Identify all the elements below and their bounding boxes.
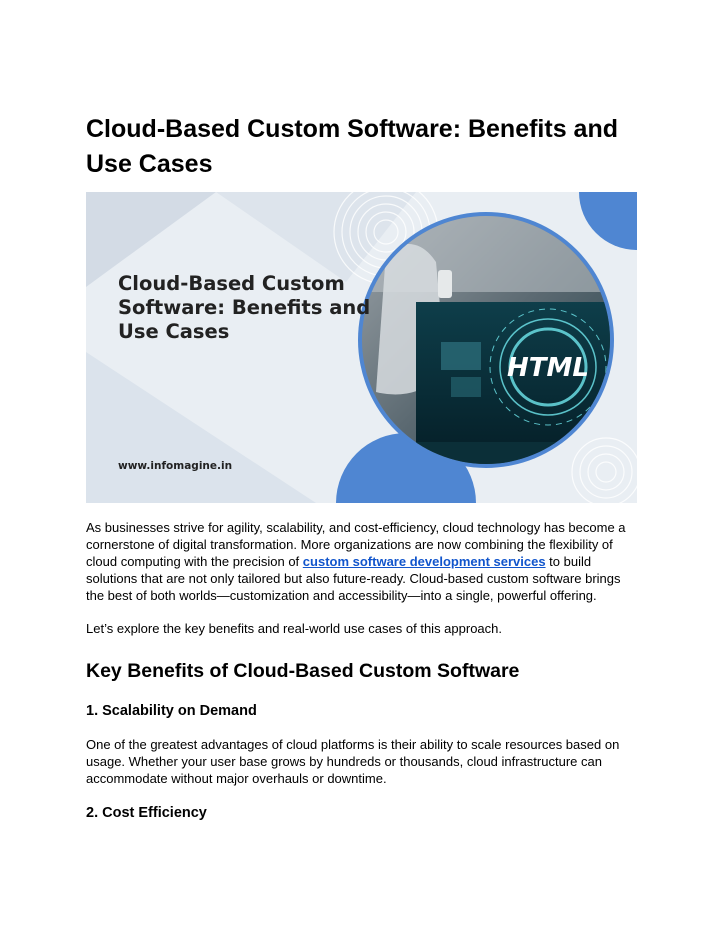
section-heading: Key Benefits of Cloud-Based Custom Software	[86, 660, 520, 682]
explore-paragraph: Let’s explore the key benefits and real-world use cases of this approach.	[86, 621, 502, 636]
html-screen-label: HTML	[507, 353, 589, 383]
hero-website: www.infomagine.in	[118, 460, 233, 472]
hero-image	[86, 192, 637, 503]
scalability-paragraph: One of the greatest advantages of cloud platforms is their ability to scale resources based on usage. Whether your user base grows by hundreds or thousands, cloud infrastructure can accommodate without major overhauls or downtime.	[86, 737, 620, 786]
subsection-heading-cost-efficiency: 2. Cost Efficiency	[86, 805, 207, 821]
hero-title-line-3: Use Cases	[118, 320, 230, 343]
hero-title-line-2: Software: Benefits and	[118, 296, 371, 319]
intro-paragraph	[86, 519, 636, 604]
intro-text-after: to build solutions that are not only tailored but also future-ready. Cloud-based custom software brings the best of both worlds—customization and accessibility—into a single, powerful offering.	[86, 554, 621, 603]
hero-title-line-1: Cloud-Based Custom	[118, 272, 345, 295]
custom-software-link[interactable]: custom software development services	[302, 554, 546, 569]
intro-text-before: As businesses strive for agility, scalability, and cost-efficiency, cloud technology has become a cornerstone of digital transformation. More organizations are now combining the flexibility of cloud computing with the precision of	[86, 520, 626, 569]
article-title: Cloud-Based Custom Software: Benefits and Use Cases	[86, 115, 618, 178]
subsection-heading-scalability: 1. Scalability on Demand	[86, 703, 257, 719]
